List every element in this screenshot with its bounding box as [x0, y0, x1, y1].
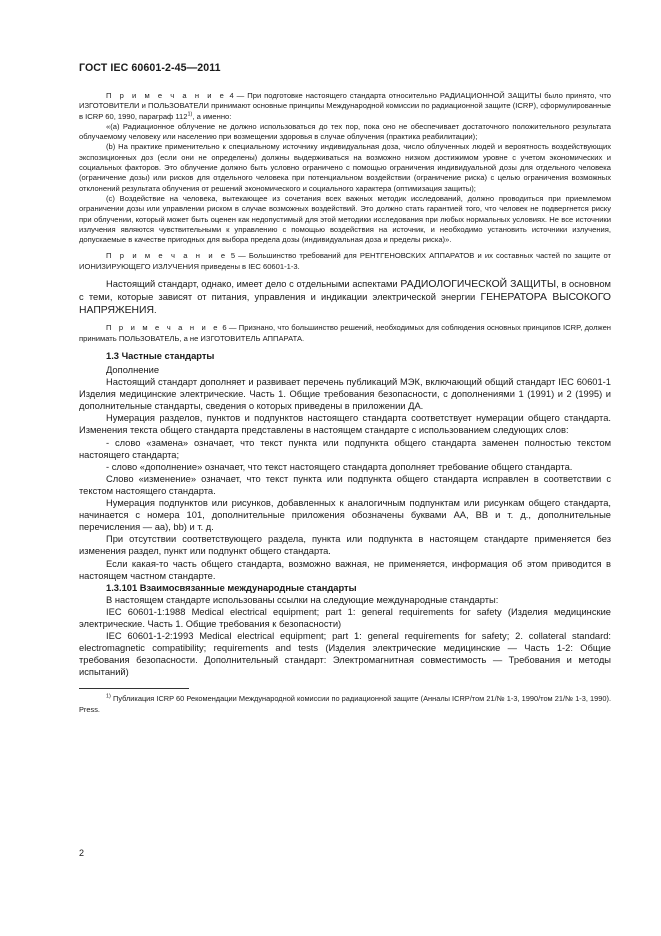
footnote-mark: 1)	[106, 693, 111, 700]
note-4-item-c: (c) Воздействие на человека, вытекающее из сочетания всех важных методик исследований, должно проводиться при приемлемом ограничении дозы или управлении риском в случае возможных воздействий. Это должно стать гарантией того, что человек не подвергнется риску при облучении, который может быть оценен как недопустимый для этой методики исследования при любых нормальных условиях. Не все источники излучения являются чувствительными к управлению с помощью воздействия на источник, и необходимо установить источники излучения, допускаемые в качестве пригодных для выбора предела дозы (индивидуальная доза и пределы риска)».	[79, 193, 611, 245]
section-paragraph: Если какая-то часть общего стандарта, возможно важная, не применяется, информация об этом приводится в настоящем частном стандарте.	[79, 558, 611, 581]
section-paragraph: В настоящем стандарте использованы ссылки на следующие международные стандарты:	[106, 594, 499, 605]
note-4-item-b: (b) На практике применительно к специальному источнику индивидуальная доза, число облученных людей и вероятность воздействующих экспозиционных доз (если они не определены) должны выдерживаться на возможно низком достижимом уровне с учетом экономических и социальных факторов. Это облучение должно быть условно ограничено с помощью ограничения индивидуальной дозы для отдельного человека (ограничение дозы) или рисков для отдельного человека при потенциальном воздействии (ограничение риска) с целью ограничения возможных отклонений результата облучения от решений экономического и социального характера (оптимизация защиты);	[79, 142, 611, 193]
section-title-1-3-101: 1.3.101 Взаимосвязанные международные стандарты	[106, 582, 357, 593]
note-4-intro: 4 — При подготовке настоящего стандарта относительно РАДИАЦИОННОЙ ЗАЩИТЫ было принято, что ИЗГОТОВИТЕЛИ и ПОЛЬЗОВАТЕЛИ принимают основные принципы Международной комиссии по радиационной защите (ICRP), сформулированные в ICRP 60, 1990, параграф 112	[79, 91, 612, 121]
footnote-ref: 1)	[187, 111, 193, 118]
note-4-intro-end: , а именно:	[192, 111, 232, 121]
note-5	[79, 251, 611, 272]
note-4-item-a: «(a) Радиационное облучение не должно использоваться до тех пор, пока оно не обеспечивает достаточного положительного результата облучаемому человеку или населению при возмещении здоровья в случае облучения (практика реабилитации);	[79, 121, 611, 142]
section-paragraph: - слово «замена» означает, что текст пункта или подпункта общего стандарта заменен полностью текстом настоящего стандарта;	[79, 437, 611, 460]
text-run: , в основном с теми, которые зависят от питания, управления и индикации электрической энергии	[79, 279, 611, 303]
section-title-1-3: 1.3 Частные стандарты	[106, 350, 215, 361]
text-run: Настоящий стандарт, однако, имеет дело с отдельными аспектами	[106, 279, 401, 290]
section-paragraph: При отсутствии соответствующего раздела, пункта или подпункта в настоящем стандарте применяется без изменения раздел, пункт или подпункт общего стандарта.	[79, 534, 611, 557]
note-5-text: 5 — Большинство требований для РЕНТГЕНОВСКИХ АППАРАТОВ и их составных частей по защите от ИОНИЗИРУЮЩЕГО ИЗЛУЧЕНИЯ приведены в IEC 60601-1-3.	[79, 251, 612, 271]
section-paragraph: Слово «изменение» означает, что текст пункта или подпункта общего стандарта исправлен в соответствии с текстом настоящего стандарта.	[79, 473, 611, 496]
note-6-text: 6 — Признано, что большинство решений, необходимых для соблюдения основных принципов ICRP, должен принимать ПОЛЬЗОВАТЕЛЬ, а не ИЗГОТОВИТЕЛЬ АППАРАТА.	[79, 323, 612, 343]
document-header: ГОСТ IEC 60601-2-45—2011	[79, 62, 221, 74]
text-run-caps: РАДИОЛОГИЧЕСКОЙ ЗАЩИТЫ	[400, 279, 557, 291]
footnote-text: Публикация ICRP 60 Рекомендации Международной комиссии по радиационной защите (Анналы ICRP/том 21/№ 1-3, 1990/том 21/№ 1-3, 1990). Press.	[79, 694, 611, 714]
page-number: 2	[79, 848, 85, 858]
note-label: П р и м е ч а н и е	[106, 323, 221, 333]
footnote-divider	[79, 688, 189, 689]
note-label: П р и м е ч а н и е	[106, 91, 227, 100]
section-paragraph: IEC 60601-1-2:1993 Medical electrical equipment; part 1: general requirements for safety; 2. collateral standard: electromagnetic compatibility; requirements and tests (Изделия электрические медицинские — Часть 1-2: Общие требования безопасности. Дополнительный стандарт: Электромагнитная совместимость — Требования и методы испытаний)	[79, 631, 611, 678]
section-paragraph: Нумерация разделов, пунктов и подпунктов настоящего стандарта соответствует нумерации общего стандарта. Изменения текста общего стандарта представлены в настоящем стандарте с использованием следующих слов:	[79, 413, 611, 436]
section-paragraph: Настоящий стандарт дополняет и развивает перечень публикаций МЭК, включающий общий стандарт IEC 60601-1 Изделия медицинские электрические. Часть 1. Общие требования безопасности, с дополнениями 1 (1991) и 2 (1995) и дополнительные стандарты, сведения о которых приведены в приложении ДА.	[79, 377, 611, 412]
text-run-caps: ГЕНЕРАТОРА ВЫСОКОГО НАПРЯЖЕНИЯ	[79, 292, 611, 317]
section-paragraph: Нумерация подпунктов или рисунков, добавленных к аналогичным подпунктам или рисункам общего стандарта, начинается с номера 101, дополнительные приложения обозначены буквами АА, ВВ и т. д., дополнительные перечисления — аа), bb) и т. д.	[79, 498, 611, 533]
section-paragraph: IEC 60601-1:1988 Medical electrical equipment; part 1: general requirements for safety (Изделия медицинские электрические. Часть 1. Общие требования к безопасности)	[79, 606, 611, 629]
document-page	[79, 62, 611, 715]
section-subtitle: Дополнение	[106, 365, 160, 376]
text-run: .	[154, 305, 157, 316]
note-6	[79, 323, 611, 344]
paragraph-radiation-aspects	[79, 278, 611, 317]
note-label: П р и м е ч а н и е	[106, 251, 228, 261]
note-4	[79, 91, 611, 122]
footnote	[79, 694, 611, 714]
section-paragraph: - слово «дополнение» означает, что текст настоящего стандарта дополняет требование общего стандарта.	[106, 461, 573, 472]
